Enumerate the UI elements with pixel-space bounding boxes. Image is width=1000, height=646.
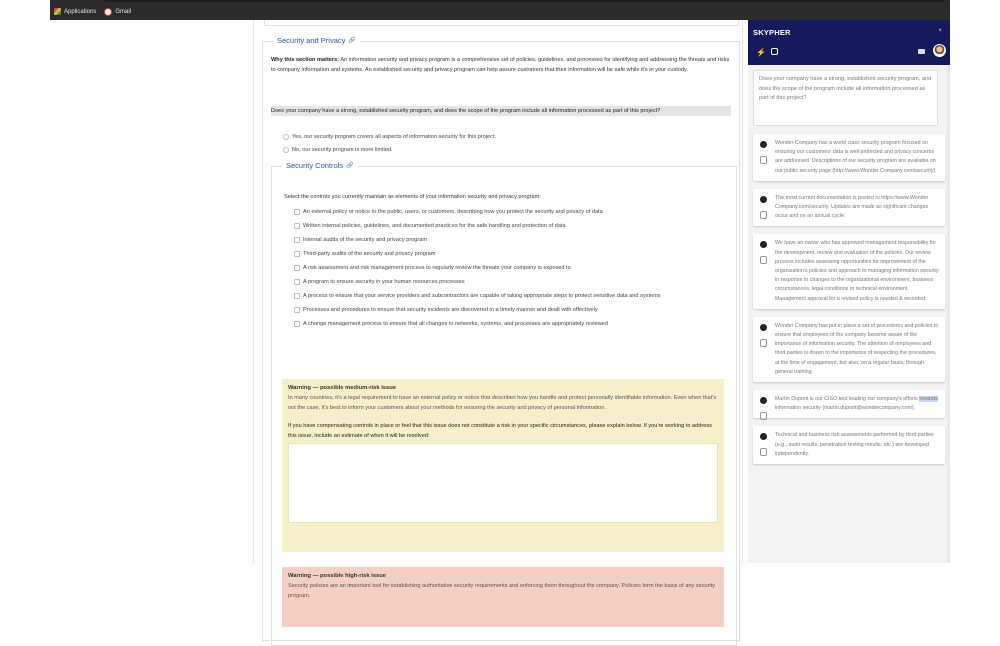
answer-text: Martin Dupont is our CISO and leading our company's efforts [775,396,920,403]
why-section-matters [271,55,731,75]
copy-icon[interactable] [760,156,767,164]
bookmark-gmail[interactable] [104,8,131,16]
checkbox-label: A program to ensure security in your human resources processes [303,279,465,285]
compensating-controls-prompt: If you have compensating controls in place or feel that this issue does not constitute a risk in your specific circumstances, please explain below. If you're working to address this issue, include an estimate of when it will be resolved: [288,423,712,439]
answer-text: Wonder Company has put in place a set of procedures and policies to ensure that employees of the company become aware of the importance of information security. The attention of employees and third parties is drawn to the importance of respecting the procedures, at the time of engagement, but also, on a regular basis, through general training. [775,322,939,375]
info-icon [760,196,767,203]
controls-checklist [294,205,661,331]
control-risk-assessment[interactable] [294,261,661,275]
checkbox-label: An external policy or notice to the public, users, or customers, describing how you protect the security and privacy of data [303,209,603,215]
avatar[interactable] [933,44,946,57]
checkbox[interactable] [294,279,300,285]
skypher-sidebar [748,20,950,563]
medium-risk-warning [282,379,724,552]
sidebar-header [748,20,950,65]
browser-chrome [50,0,950,20]
checkbox[interactable] [294,223,300,229]
tab-strip [105,0,945,2]
controls-prompt: Select the controls you currently maintain as elements of your information security and privacy program: [284,194,541,200]
control-external-policy[interactable] [294,205,661,219]
info-icon [760,141,767,148]
chat-icon[interactable] [771,48,778,55]
warning-title: Warning — possible high-risk issue [288,573,387,579]
answer-card[interactable] [753,426,945,464]
copy-icon[interactable] [760,256,767,264]
compensating-controls-textarea[interactable] [288,443,718,523]
security-program-question: Does your company have a strong, established security program, and does the scope of the program include all information processed as part of this project? [271,106,731,116]
checkbox[interactable] [294,321,300,327]
checkbox-label: Written internal policies, guidelines, and documented practices for the safe handling and protection of data [303,223,566,229]
link-icon[interactable]: 🔗 [346,163,354,169]
bookmark-label: Applications [64,8,97,15]
section-title-text: Security and Privacy [277,36,346,45]
sidebar-scrollbar[interactable] [947,65,950,563]
toggle-icon[interactable] [918,49,925,54]
answer-text: Wonder Company has a world class security program focused on ensuring our customers' data is well protected and privacy concerns are addressed. Descriptions of our security program are available on our public security page (http://www.Wonder Company.com/security). [775,140,937,174]
apps-grid-icon [54,8,61,15]
radio-option-no[interactable] [283,143,496,156]
checkbox[interactable] [294,265,300,271]
answer-text: information security (martin.dupont@wondercompany.com). [775,405,916,412]
answer-card[interactable] [753,134,945,181]
control-hr-security[interactable] [294,275,661,289]
info-icon [760,397,767,404]
warning-body: In many countries, it's a legal requirement to have an external policy or notice that describes how you handle and protect personally identifiable information. Even when that's not the case, it's best to inform your customers about your methods for ensuring the security and privacy of personal information. [288,395,717,411]
radio-button[interactable] [283,134,289,140]
questionnaire-form [253,20,743,599]
checkbox[interactable] [294,237,300,243]
gmail-icon [104,8,112,16]
checkbox-label: Third-party audits of the security and privacy program [303,251,436,257]
checkbox[interactable] [294,209,300,215]
checkbox[interactable] [294,293,300,299]
brand-logo: SKYPHER [753,28,791,37]
control-internal-policies[interactable] [294,219,661,233]
checkbox-label: Internal audits of the security and privacy program [303,237,428,243]
bookmark-applications[interactable] [54,8,96,15]
info-icon [760,324,767,331]
answer-text: We have an owner who has approved management responsibility for the development, review and evaluation of the policies. Our review process includes assessing opportunities for improvement of the organization's policies and approach to managing information security in response to changes to the organizational environment, business circumstances, legal conditions or technical environment. Management approval for a revised policy is needed & recorded. [775,240,939,302]
copy-icon[interactable] [760,448,767,456]
close-icon[interactable]: × [938,28,942,34]
copy-icon[interactable] [760,412,767,420]
bookmark-label: Gmail [115,8,132,15]
answer-text: The most current documentation is posted to https://www.Wonder Company.com/security. Updates are made as significant changes occur and on an annual cycle. [775,194,929,220]
copy-icon[interactable] [760,339,767,347]
control-incident-response[interactable] [294,303,661,317]
warning-body: Security policies are an important tool for establishing authoritative security requirements and enforcing them throughout the company. Policies form the basis of any security program. [288,583,716,599]
answer-text: Technical and business risk assessments performed by third parties (e.g., audit results, penetration testing results, etc.) are developed independently. [775,432,934,457]
control-change-management[interactable] [294,317,661,331]
radio-label: No, our security program is more limited. [292,146,393,153]
why-label: Why this section matters: [271,57,340,63]
checkbox-label: A change management process to ensure that all changes to networks, systems, and processes are appropriately reviewed [303,321,609,327]
bolt-icon[interactable]: ⚡ [756,48,766,57]
checkbox-label: A process to ensure that your service providers and subcontractors are capable of taking appropriate steps to protect sensitive data and systems [303,293,661,299]
warning-title: Warning — possible medium-risk issue [288,385,397,391]
query-textarea[interactable]: Does your company have a strong, established security program, and does the scope of the program include all information processed as part of this project? [753,70,938,126]
checkbox[interactable] [294,307,300,313]
copy-icon[interactable] [760,211,767,219]
subsection-title [282,161,358,170]
answer-card[interactable] [753,189,945,227]
subsection-title-text: Security Controls [286,161,344,170]
control-vendor-security[interactable] [294,289,661,303]
checkbox[interactable] [294,251,300,257]
answer-card[interactable] [753,234,945,308]
answer-card[interactable] [753,317,945,382]
high-risk-warning [282,567,724,627]
why-text: An information security and privacy program is a comprehensive set of policies, guidelines, and processes for identifying and addressing the threats and risks to company information and systems. An established security and privacy program can help assure customers that their information will be safe while it's in your custody. [271,57,730,73]
link-icon[interactable]: 🔗 [348,38,356,44]
info-icon [760,241,767,248]
security-controls-section [271,161,737,646]
radio-option-yes[interactable] [283,130,496,143]
control-internal-audits[interactable] [294,233,661,247]
control-third-party-audits[interactable] [294,247,661,261]
section-title [273,36,360,45]
security-privacy-section [262,36,740,641]
selected-text: towards [919,396,938,403]
security-program-radio-group [283,130,496,156]
checkbox-label: Processes and procedures to ensure that security incidents are discovered in a timely manner and dealt with effectively [303,307,598,313]
radio-button[interactable] [283,147,289,153]
answer-card[interactable] [753,390,945,418]
radio-label: Yes, our security program covers all aspects of information security for this project. [292,133,497,140]
bookmarks-bar [50,3,131,20]
previous-section-edge [264,20,739,26]
checkbox-label: A risk assessment and risk management process to regularly review the threats your company is exposed to [303,265,571,271]
info-icon [760,433,767,440]
